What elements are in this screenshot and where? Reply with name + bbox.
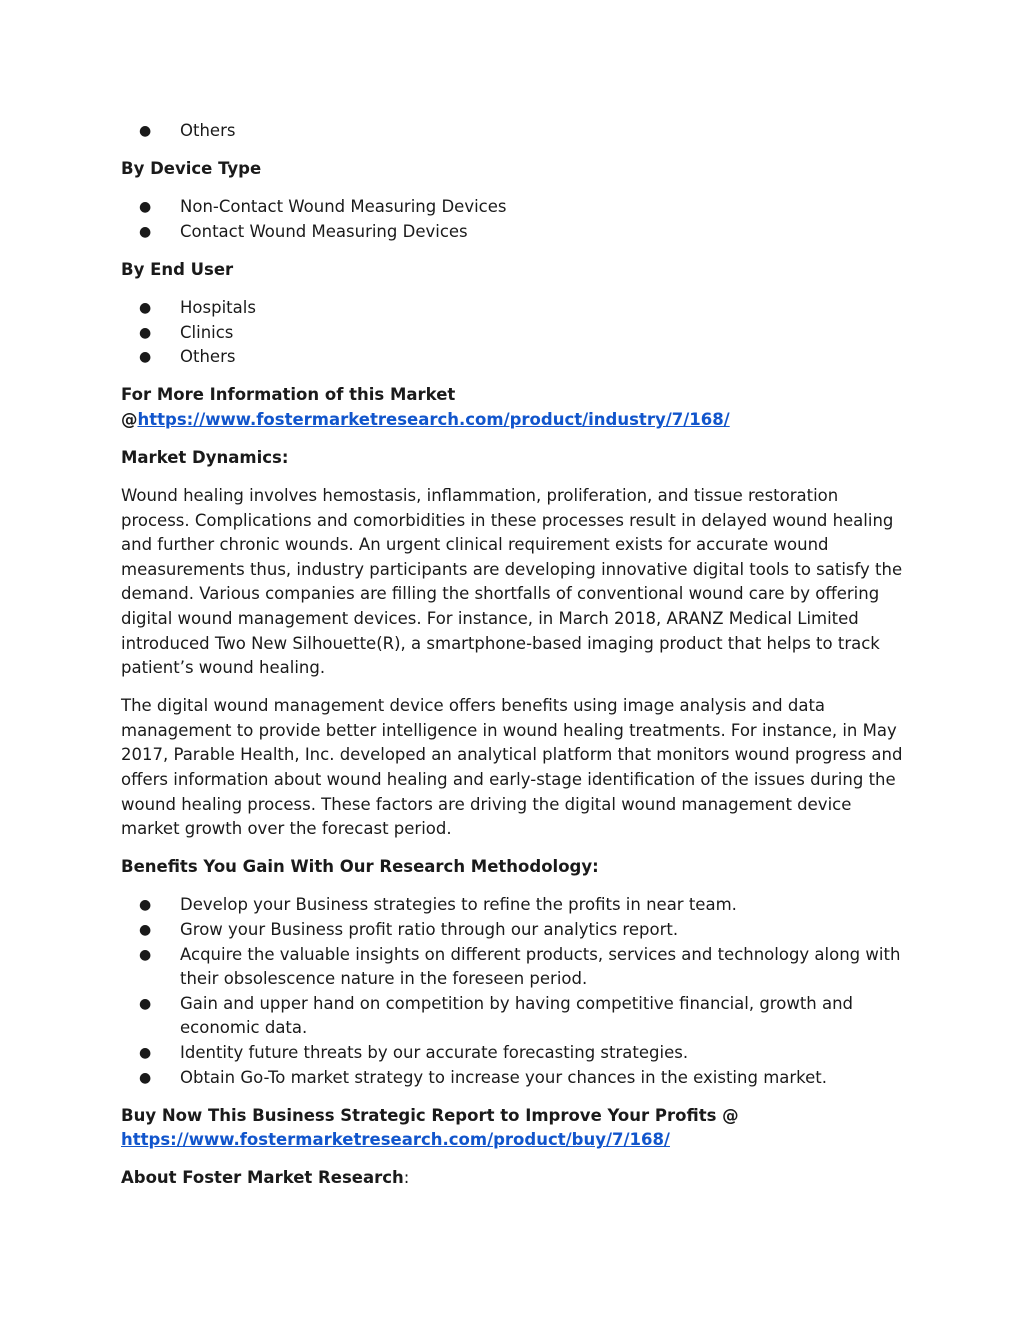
buy-now-heading: Buy Now This Business Strategic Report to Improve Your Profits @ https://www.fostermarketresearch.com/product/buy/7/168/ [121,1105,739,1150]
benefits-list [121,893,911,1090]
list-item: ● Identity future threats by our accurate forecasting strategies. [121,1041,911,1066]
list-item: ● Grow your Business profit ratio through our analytics report. [121,918,911,943]
bullet-icon: ● [139,349,152,366]
list-item: ● Obtain Go-To market strategy to increase your chances in the existing market. [121,1066,911,1091]
list-item: ● Non-Contact Wound Measuring Devices [121,195,911,220]
bullet-icon: ● [139,995,152,1012]
bullet-icon: ● [139,946,152,963]
product-industry-link[interactable]: https://www.fostermarketresearch.com/product/industry/7/168/ [137,409,730,429]
bullet-icon: ● [139,123,152,139]
benefits-heading: Benefits You Gain With Our Research Methodology: [121,857,599,877]
list-item: ● Hospitals [121,296,911,321]
bullet-icon: ● [139,324,152,341]
bullet-icon: ● [139,1045,152,1061]
more-info-heading: For More Information of this Market @https://www.fostermarketresearch.com/product/industry/7/168/ [121,385,730,429]
product-buy-link[interactable]: https://www.fostermarketresearch.com/product/buy/7/168/ [121,1130,670,1150]
market-dynamics-paragraph-1: Wound healing involves hemostasis, inflammation, proliferation, and tissue restoration process. Complications and comorbidities in these processes result in delayed wound healing and further chronic wounds. An urgent clinical requirement exists for accurate wound measurements thus, industry participants are developing innovative digital tools to satisfy the demand. Various companies are filling the shortfalls of conventional wound care by offering digital wound management devices. For instance, in March 2018, ARANZ Medical Limited introduced Two New Silhouette(R), a smartphone-based imaging product that helps to track patient’s wound healing. [121,486,903,678]
list-item: ● Clinics [121,321,911,346]
bullet-icon: ● [139,897,152,914]
list-item: ● Others [121,119,911,144]
device-type-heading: By Device Type [121,159,262,179]
list-item: ● Contact Wound Measuring Devices [121,220,911,245]
market-dynamics-paragraph-2: The digital wound management device offers benefits using image analysis and data management to provide better intelligence in wound healing treatments. For instance, in May 2017, Parable Health, Inc. developed an analytical platform that monitors wound progress and offers information about wound healing and early-stage identification of the issues during the wound healing process. These factors are driving the digital wound management device market growth over the forecast period. [121,696,903,839]
others-list [121,119,911,144]
list-item: ● Others [121,345,911,370]
bullet-icon: ● [139,922,152,939]
bullet-icon: ● [139,223,152,240]
document-page [121,119,911,1191]
list-item: ● Develop your Business strategies to refine the profits in near team. [121,893,911,918]
bullet-icon: ● [139,299,152,316]
about-heading: About Foster Market Research: [121,1168,410,1188]
list-item: ● Acquire the valuable insights on different products, services and technology along with their obsolescence nature in the foreseen period. [139,944,901,989]
end-user-list [121,296,911,370]
bullet-icon: ● [139,199,152,216]
device-type-list [121,195,911,244]
bullet-icon: ● [139,1069,152,1086]
market-dynamics-heading: Market Dynamics: [121,447,289,467]
end-user-heading: By End User [121,259,234,279]
list-item: ● Gain and upper hand on competition by having competitive financial, growth and economic data. [139,993,854,1038]
